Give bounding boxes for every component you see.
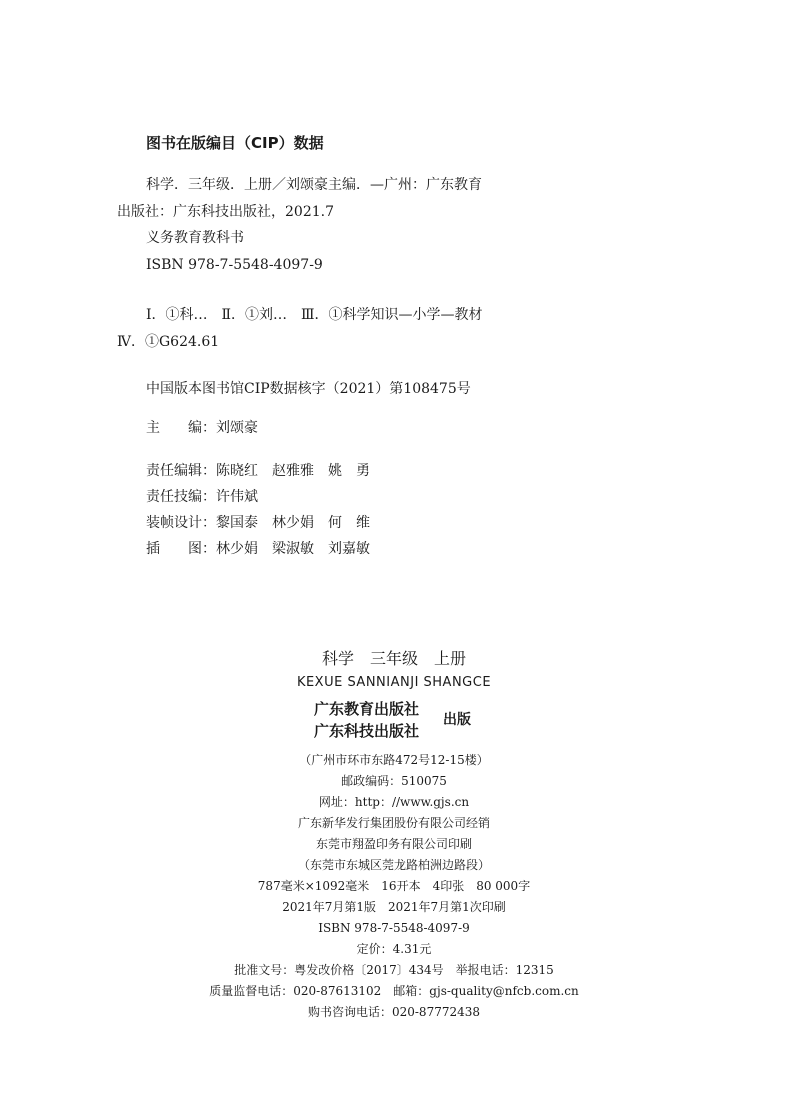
price: 定价：4.31元 (356, 942, 432, 956)
cip-line: ISBN 978-7-5548-4097-9 (146, 257, 323, 273)
publishers (314, 698, 419, 742)
edition-info: 2021年7月第1版 2021年7月第1次印刷 (282, 900, 506, 914)
credit-line: 责任技编：许伟斌 (146, 489, 258, 505)
credit-line: 责任编辑：陈晓红 赵雅雅 姚 勇 (146, 463, 370, 479)
publish-suffix: 出版 (443, 712, 471, 728)
book-specs: 787毫米×1092毫米 16开本 4印张 80 000字 (257, 879, 531, 893)
publisher-address: （广州市环市东路472号12-15楼） (299, 753, 489, 767)
website: 网址：http：//www.gjs.cn (318, 795, 470, 809)
cip-record: 中国版本图书馆CIP数据核字（2021）第108475号 (146, 381, 471, 397)
cip-line: 义务教育教科书 (146, 230, 244, 246)
cip-classification: Ⅰ．①科… Ⅱ．①刘… Ⅲ．①科学知识—小学—教材 (146, 307, 483, 323)
consult-phone: 购书咨询电话：020-87772438 (307, 1005, 481, 1019)
credit-line: 插 图：林少娟 梁淑敏 刘嘉敏 (146, 541, 370, 557)
approval-hotline: 批准文号：粤发改价格〔2017〕434号 举报电话：12315 (234, 963, 554, 977)
distributor: 广东新华发行集团股份有限公司经销 (297, 816, 490, 830)
postcode: 邮政编码：510075 (341, 774, 447, 788)
book-pinyin: KEXUE SANNIANJI SHANGCE (296, 675, 492, 690)
book-title: 科学 三年级 上册 (321, 649, 466, 668)
cip-classification: Ⅳ．①G624.61 (117, 334, 220, 350)
credit-line: 主 编：刘颂豪 (146, 420, 258, 436)
printer: 东莞市翔盈印务有限公司印刷 (315, 837, 472, 851)
isbn: ISBN 978-7-5548-4097-9 (318, 921, 470, 935)
credit-line: 装帧设计：黎国泰 林少娟 何 维 (146, 515, 370, 531)
publisher-name: 广东科技出版社 (314, 722, 420, 740)
cip-line: 出版社：广东科技出版社，2021.7 (117, 204, 334, 220)
quality-contact: 质量监督电话：020-87613102 邮箱：gjs-quality@nfcb.com.cn (209, 984, 579, 998)
cip-line: 科学．三年级．上册／刘颂豪主编．—广州：广东教育 (146, 177, 482, 193)
printer-address: （东莞市东城区莞龙路柏洲边路段） (297, 858, 490, 872)
cip-heading: 图书在版编目（CIP）数据 (146, 134, 324, 152)
publisher-name: 广东教育出版社 (314, 700, 420, 718)
